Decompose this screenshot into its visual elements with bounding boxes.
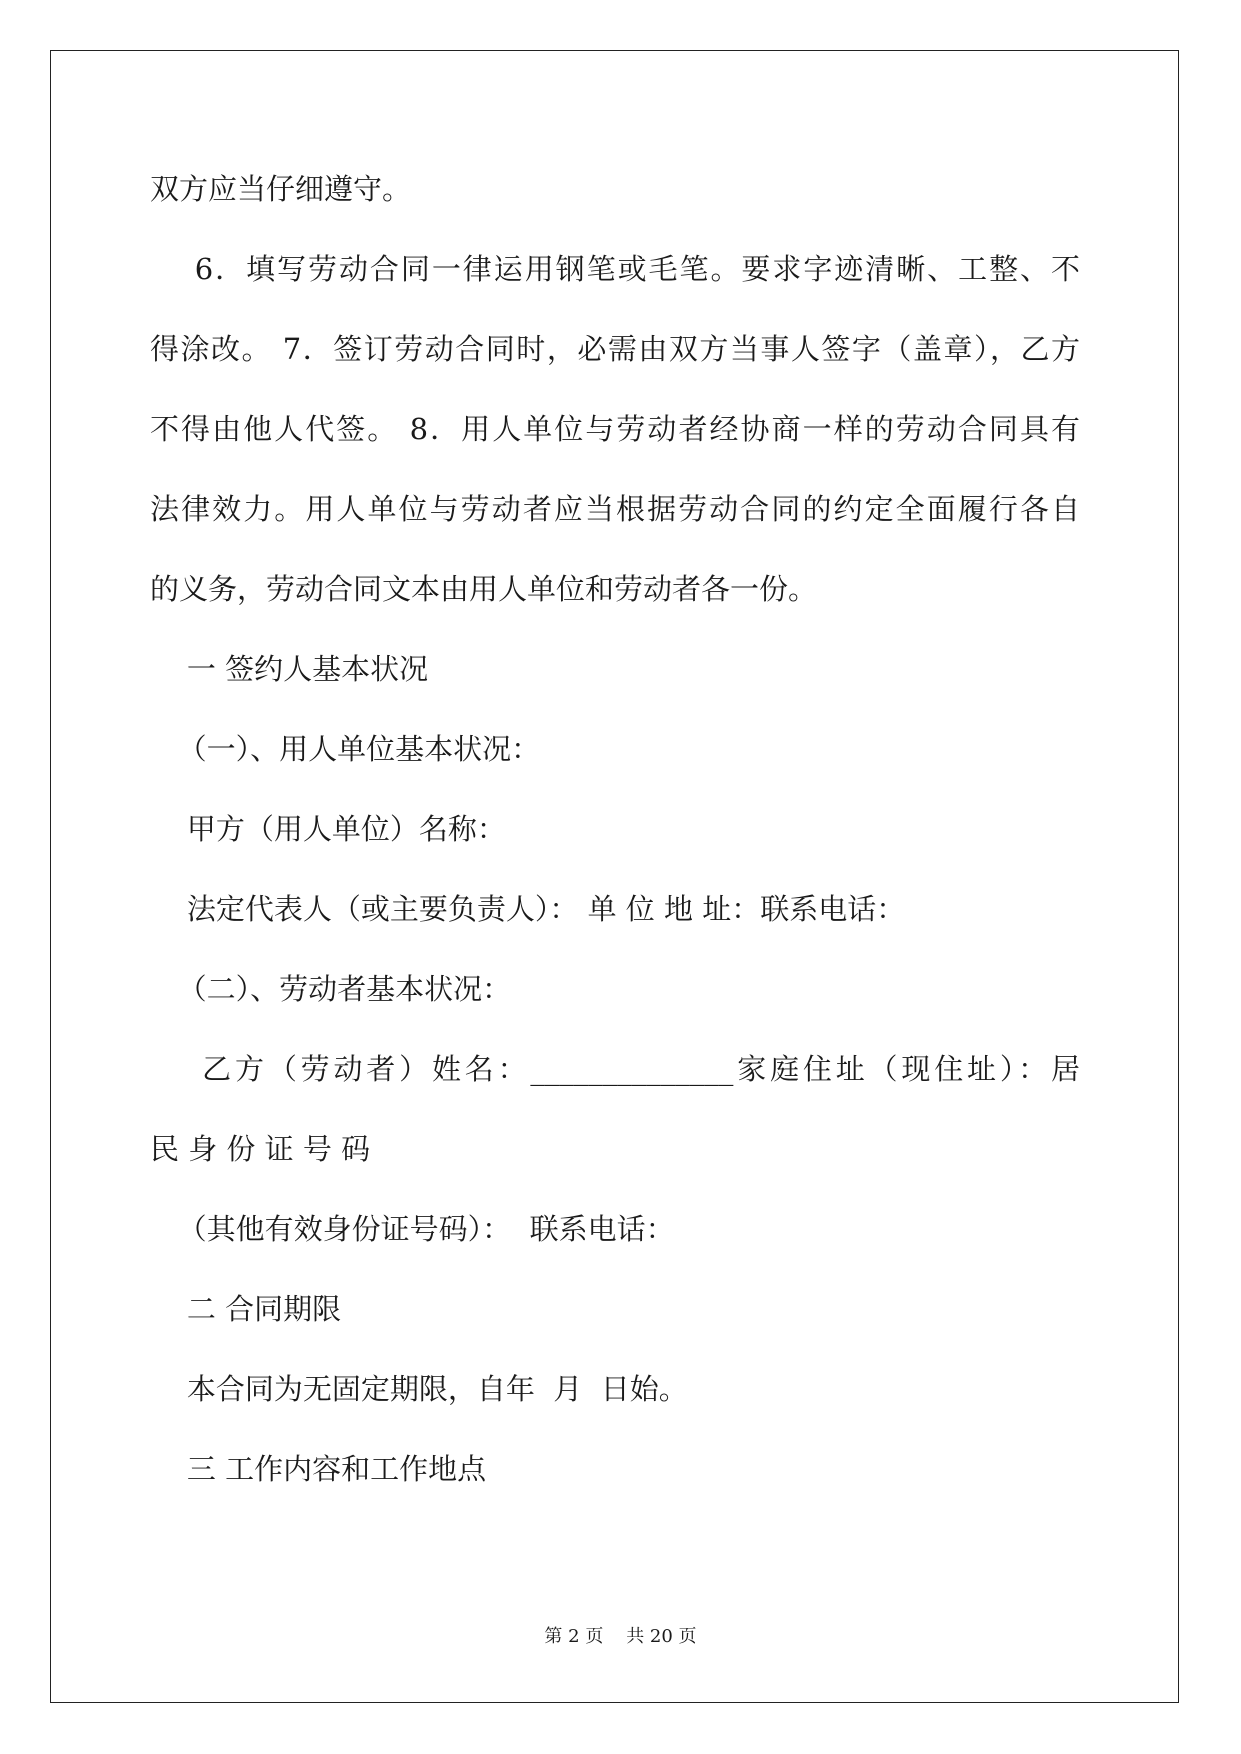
section-heading-3: 三 工作内容和工作地点 (150, 1452, 487, 1486)
section-heading-2: 二 合同期限 (150, 1292, 342, 1326)
field-party-a-name: 甲方（用人单位）名称： (150, 812, 506, 846)
text-line-6: 的义务，劳动合同文本由用人单位和劳动者各一份。 (150, 572, 818, 606)
section-heading-1: 一 签约人基本状况 (150, 652, 429, 686)
text-line-4: 不得由他人代签。 8．用人单位与劳动者经协商一样的劳动合同具有 (150, 412, 1080, 446)
text-line-1: 双方应当仔细遵守。 (150, 172, 412, 206)
field-other-id: （其他有效身份证号码）： 联系电话： (150, 1212, 675, 1246)
text-line-5: 法律效力。用人单位与劳动者应当根据劳动合同的约定全面履行各自 (150, 492, 1080, 526)
subsection-heading-1: （一）、用人单位基本状况： (150, 732, 541, 766)
text-line-3: 得涂改。 7．签订劳动合同时，必需由双方当事人签字（盖章），乙方 (150, 332, 1080, 366)
field-legal-representative: 法定代表人（或主要负责人）： 单 位 地 址：联系电话： (150, 892, 906, 926)
page-number-footer: 第 2 页 共 20 页 (544, 1626, 697, 1647)
subsection-heading-2: （二）、劳动者基本状况： (150, 972, 512, 1006)
text-contract-term: 本合同为无固定期限，自年 月 日始。 (150, 1372, 688, 1406)
text-line-2: 6．填写劳动合同一律运用钢笔或毛笔。要求字迹清晰、工整、不 (150, 252, 1080, 286)
field-party-b-name: 乙方（劳动者）姓名：______________家庭住址（现住址）：居 (150, 1052, 1080, 1086)
field-id-number: 民 身 份 证 号 码 (150, 1132, 371, 1166)
